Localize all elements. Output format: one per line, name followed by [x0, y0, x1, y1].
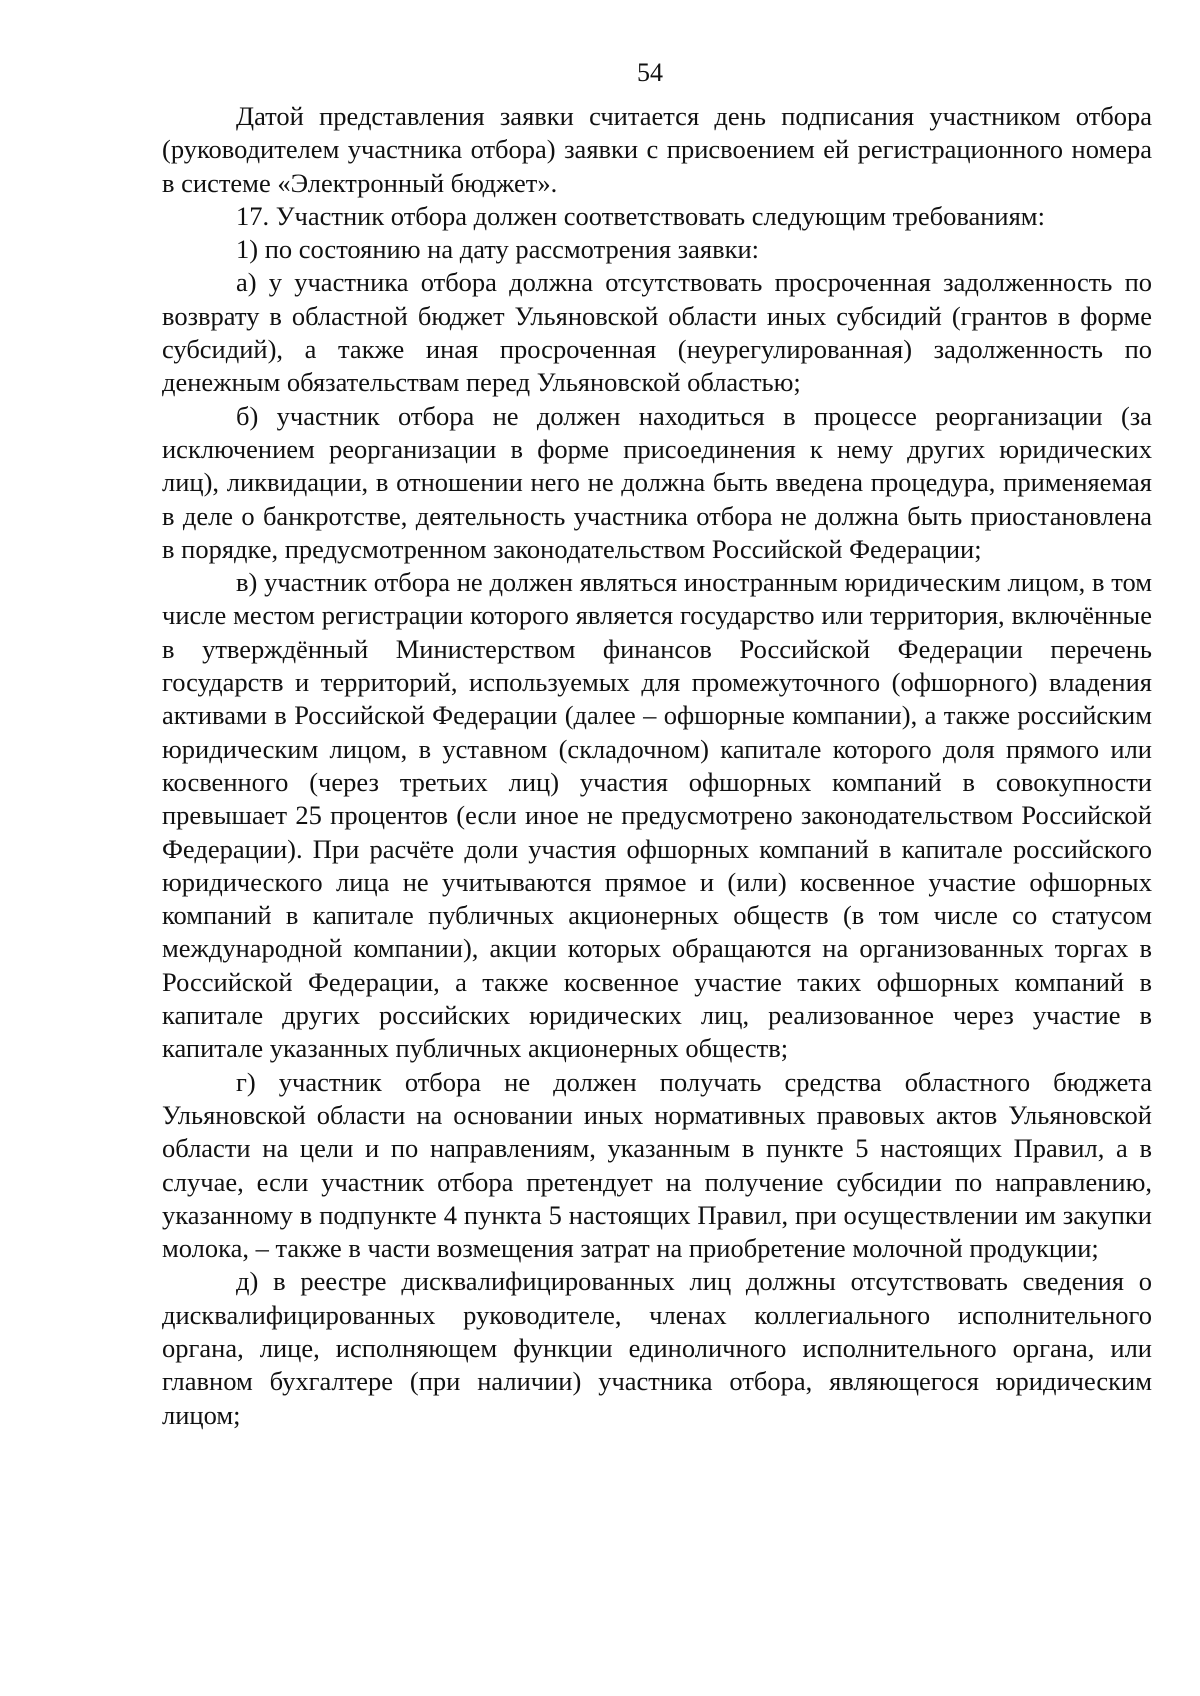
paragraph-requirement-v: в) участник отбора не должен являться иностранным юридическим лицом, в том числе местом регистрации которого является государство или территория, включённые в утверждённый Министерством финансов Российской Федерации перечень государств и территорий, используемых для промежуточного (офшорного) владения активами в Российской Федерации (далее – офшорные компании), а также российским юридическим лицом, в уставном (складочном) капитале которого доля прямого или косвенного (через третьих лиц) участия офшорных компаний в совокупности превышает 25 процентов (если иное не предусмотрено законодательством Российской Федерации). При расчёте доли участия офшорных компаний в капитале российского юридического лица не учитываются прямое и (или) косвенное участие офшорных компаний в капитале публичных акционерных обществ (в том числе со статусом международной компании), акции которых обращаются на организованных торгах в Российской Федерации, а также косвенное участие таких офшорных компаний в капитале других российских юридических лиц, реализованное через участие в капитале указанных публичных акционерных обществ; — [162, 567, 1152, 1064]
page-number: 54 — [637, 58, 663, 87]
body-text — [162, 100, 1152, 1432]
paragraph-requirement-d: д) в реестре дисквалифицированных лиц должны отсутствовать сведения о дисквалифицированных руководителе, членах коллегиального исполнительного органа, лице, исполняющем функции единоличного исполнительного органа, или главном бухгалтере (при наличии) участника отбора, являющегося юридическим лицом; — [162, 1266, 1152, 1430]
paragraph-submission-date: Датой представления заявки считается день подписания участником отбора (руководителем участника отбора) заявки с присвоением ей регистрационного номера в системе «Электронный бюджет». — [162, 101, 1152, 198]
paragraph-requirement-a: а) у участника отбора должна отсутствовать просроченная задолженность по возврату в областной бюджет Ульяновской области иных субсидий (грантов в форме субсидий), а также иная просроченная (неурегулированная) задолженность по денежным обязательствам перед Ульяновской областью; — [162, 267, 1152, 398]
paragraph-requirement-g: г) участник отбора не должен получать средства областного бюджета Ульяновской области на основании иных нормативных правовых актов Ульяновской области на цели и по направлениям, указанным в пункте 5 настоящих Правил, а в случае, если участник отбора претендует на получение субсидии по направлению, указанному в подпункте 4 пункта 5 настоящих Правил, при осуществлении им закупки молока, – также в части возмещения затрат на приобретение молочной продукции; — [162, 1066, 1152, 1264]
paragraph-item-17: 17. Участник отбора должен соответствовать следующим требованиям: — [236, 200, 1045, 231]
paragraph-subitem-1: 1) по состоянию на дату рассмотрения заявки: — [236, 234, 760, 265]
paragraph-requirement-b: б) участник отбора не должен находиться в процессе реорганизации (за исключением реорганизации в форме присоединения к нему других юридических лиц), ликвидации, в отношении него не должна быть введена процедура, применяемая в деле о банкротстве, деятельность участника отбора не должна быть приостановлена в порядке, предусмотренном законодательством Российской Федерации; — [162, 400, 1152, 564]
